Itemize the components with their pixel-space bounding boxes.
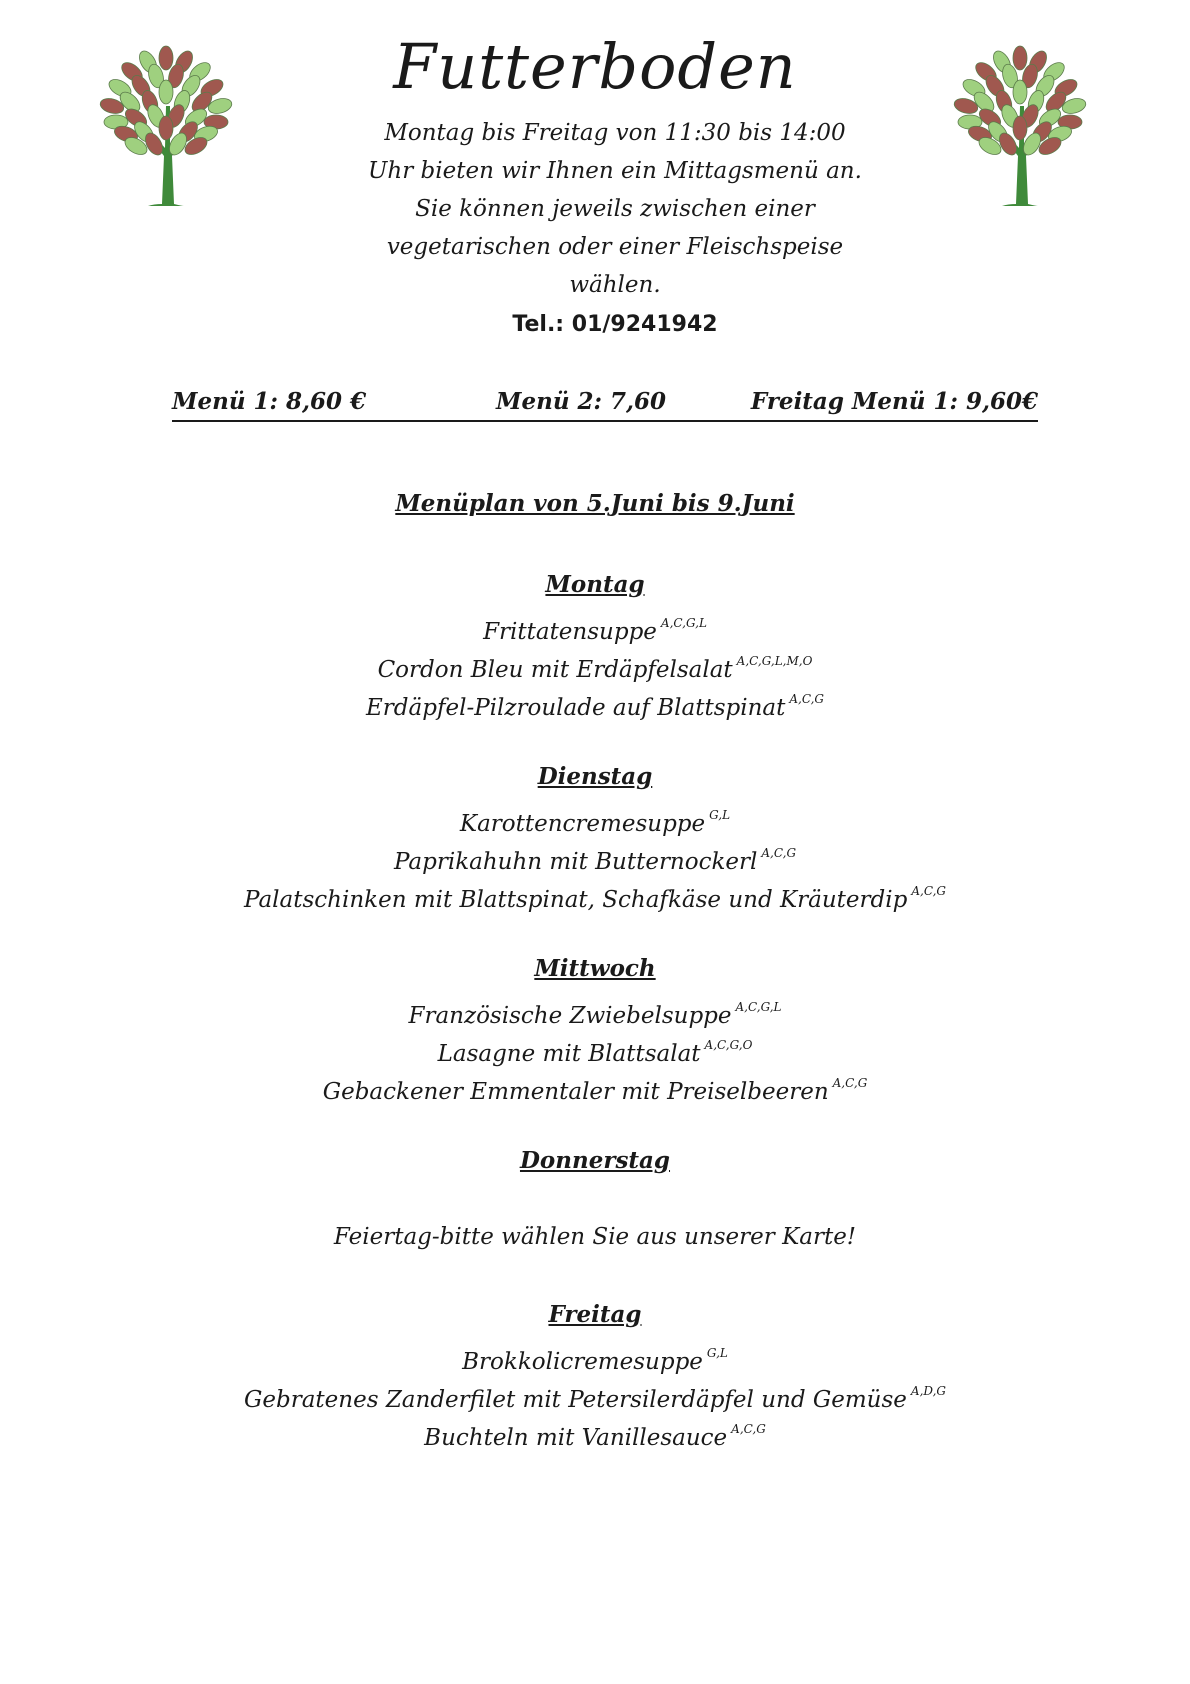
intro-line: Uhr bieten wir Ihnen ein Mittagsmenü an. [368,158,862,184]
intro-line: wählen. [569,272,661,298]
price-menu-1: Menü 1: 8,60 € [172,388,367,415]
day-heading: Montag [545,571,645,598]
dish-item: Gebackener Emmentaler mit Preiselbeeren $^{A,C,G}$ [322,1076,868,1105]
dish-item: Lasagne mit Blattsalat $^{A,C,G,O}$ [437,1038,753,1067]
allergen-codes: A,C,G,L,M,O [736,654,813,668]
day-heading: Dienstag [537,763,653,790]
day-wednesday [0,950,1190,1105]
allergen-codes: A,C,G [911,884,946,898]
allergen-codes: G,L [709,808,731,822]
intro-line: vegetarischen oder einer Fleischspeise [386,234,844,260]
dish-item: Palatschinken mit Blattspinat, Schafkäse und Kräuterdip $^{A,C,G}$ [244,884,946,913]
dish-item: Karottencremesuppe $^{G,L}$ [459,808,731,837]
allergen-codes: A,C,G [789,692,824,706]
price-friday-menu-1: Freitag Menü 1: 9,60€ [750,388,1038,415]
allergen-codes: A,C,G,O [704,1038,753,1052]
dish-item: Gebratenes Zanderfilet mit Petersilerdäpfel und Gemüse $^{A,D,G}$ [244,1384,946,1413]
allergen-codes: A,C,G [731,1422,766,1436]
day-tuesday [0,758,1190,913]
day-friday [0,1296,1190,1451]
day-heading: Donnerstag [519,1147,671,1174]
allergen-codes: A,C,G [832,1076,868,1090]
allergen-codes: A,C,G,L [735,1000,782,1014]
dish-item: Frittatensuppe $^{A,C,G,L}$ [483,616,707,645]
allergen-codes: G,L [706,1346,728,1360]
holiday-note: Feiertag-bitte wählen Sie aus unserer Karte! [333,1224,857,1250]
dish-item: Brokkolicremesuppe $^{G,L}$ [462,1346,728,1375]
intro-line: Sie können jeweils zwischen einer [415,196,815,222]
allergen-codes: A,C,G [761,846,797,860]
allergen-codes: A,D,G [910,1384,946,1398]
dish-item: Cordon Bleu mit Erdäpfelsalat $^{A,C,G,L,M,O}$ [377,654,813,683]
intro-text [345,114,885,344]
phone-number: Tel.: 01/9241942 [512,312,718,337]
menu-plan-title: Menüplan von 5.Juni bis 9.Juni [395,490,795,517]
price-menu-2: Menü 2: 7,60 [496,388,667,415]
dish-item: Buchteln mit Vanillesauce $^{A,C,G}$ [424,1422,766,1451]
intro-line: Montag bis Freitag von 11:30 bis 14:00 [384,120,846,146]
day-heading: Mittwoch [534,955,656,982]
day-heading: Freitag [548,1301,642,1328]
dish-item: Paprikahuhn mit Butternockerl $^{A,C,G}$ [393,846,797,875]
dish-item: Erdäpfel-Pilzroulade auf Blattspinat $^{A,C,G}$ [366,692,824,721]
allergen-codes: A,C,G,L [660,616,707,630]
dish-item: Französische Zwiebelsuppe $^{A,C,G,L}$ [408,1000,782,1029]
price-bar [172,388,1038,422]
day-thursday [0,1142,1190,1256]
day-monday [0,566,1190,721]
restaurant-title: Futterboden [393,30,797,103]
